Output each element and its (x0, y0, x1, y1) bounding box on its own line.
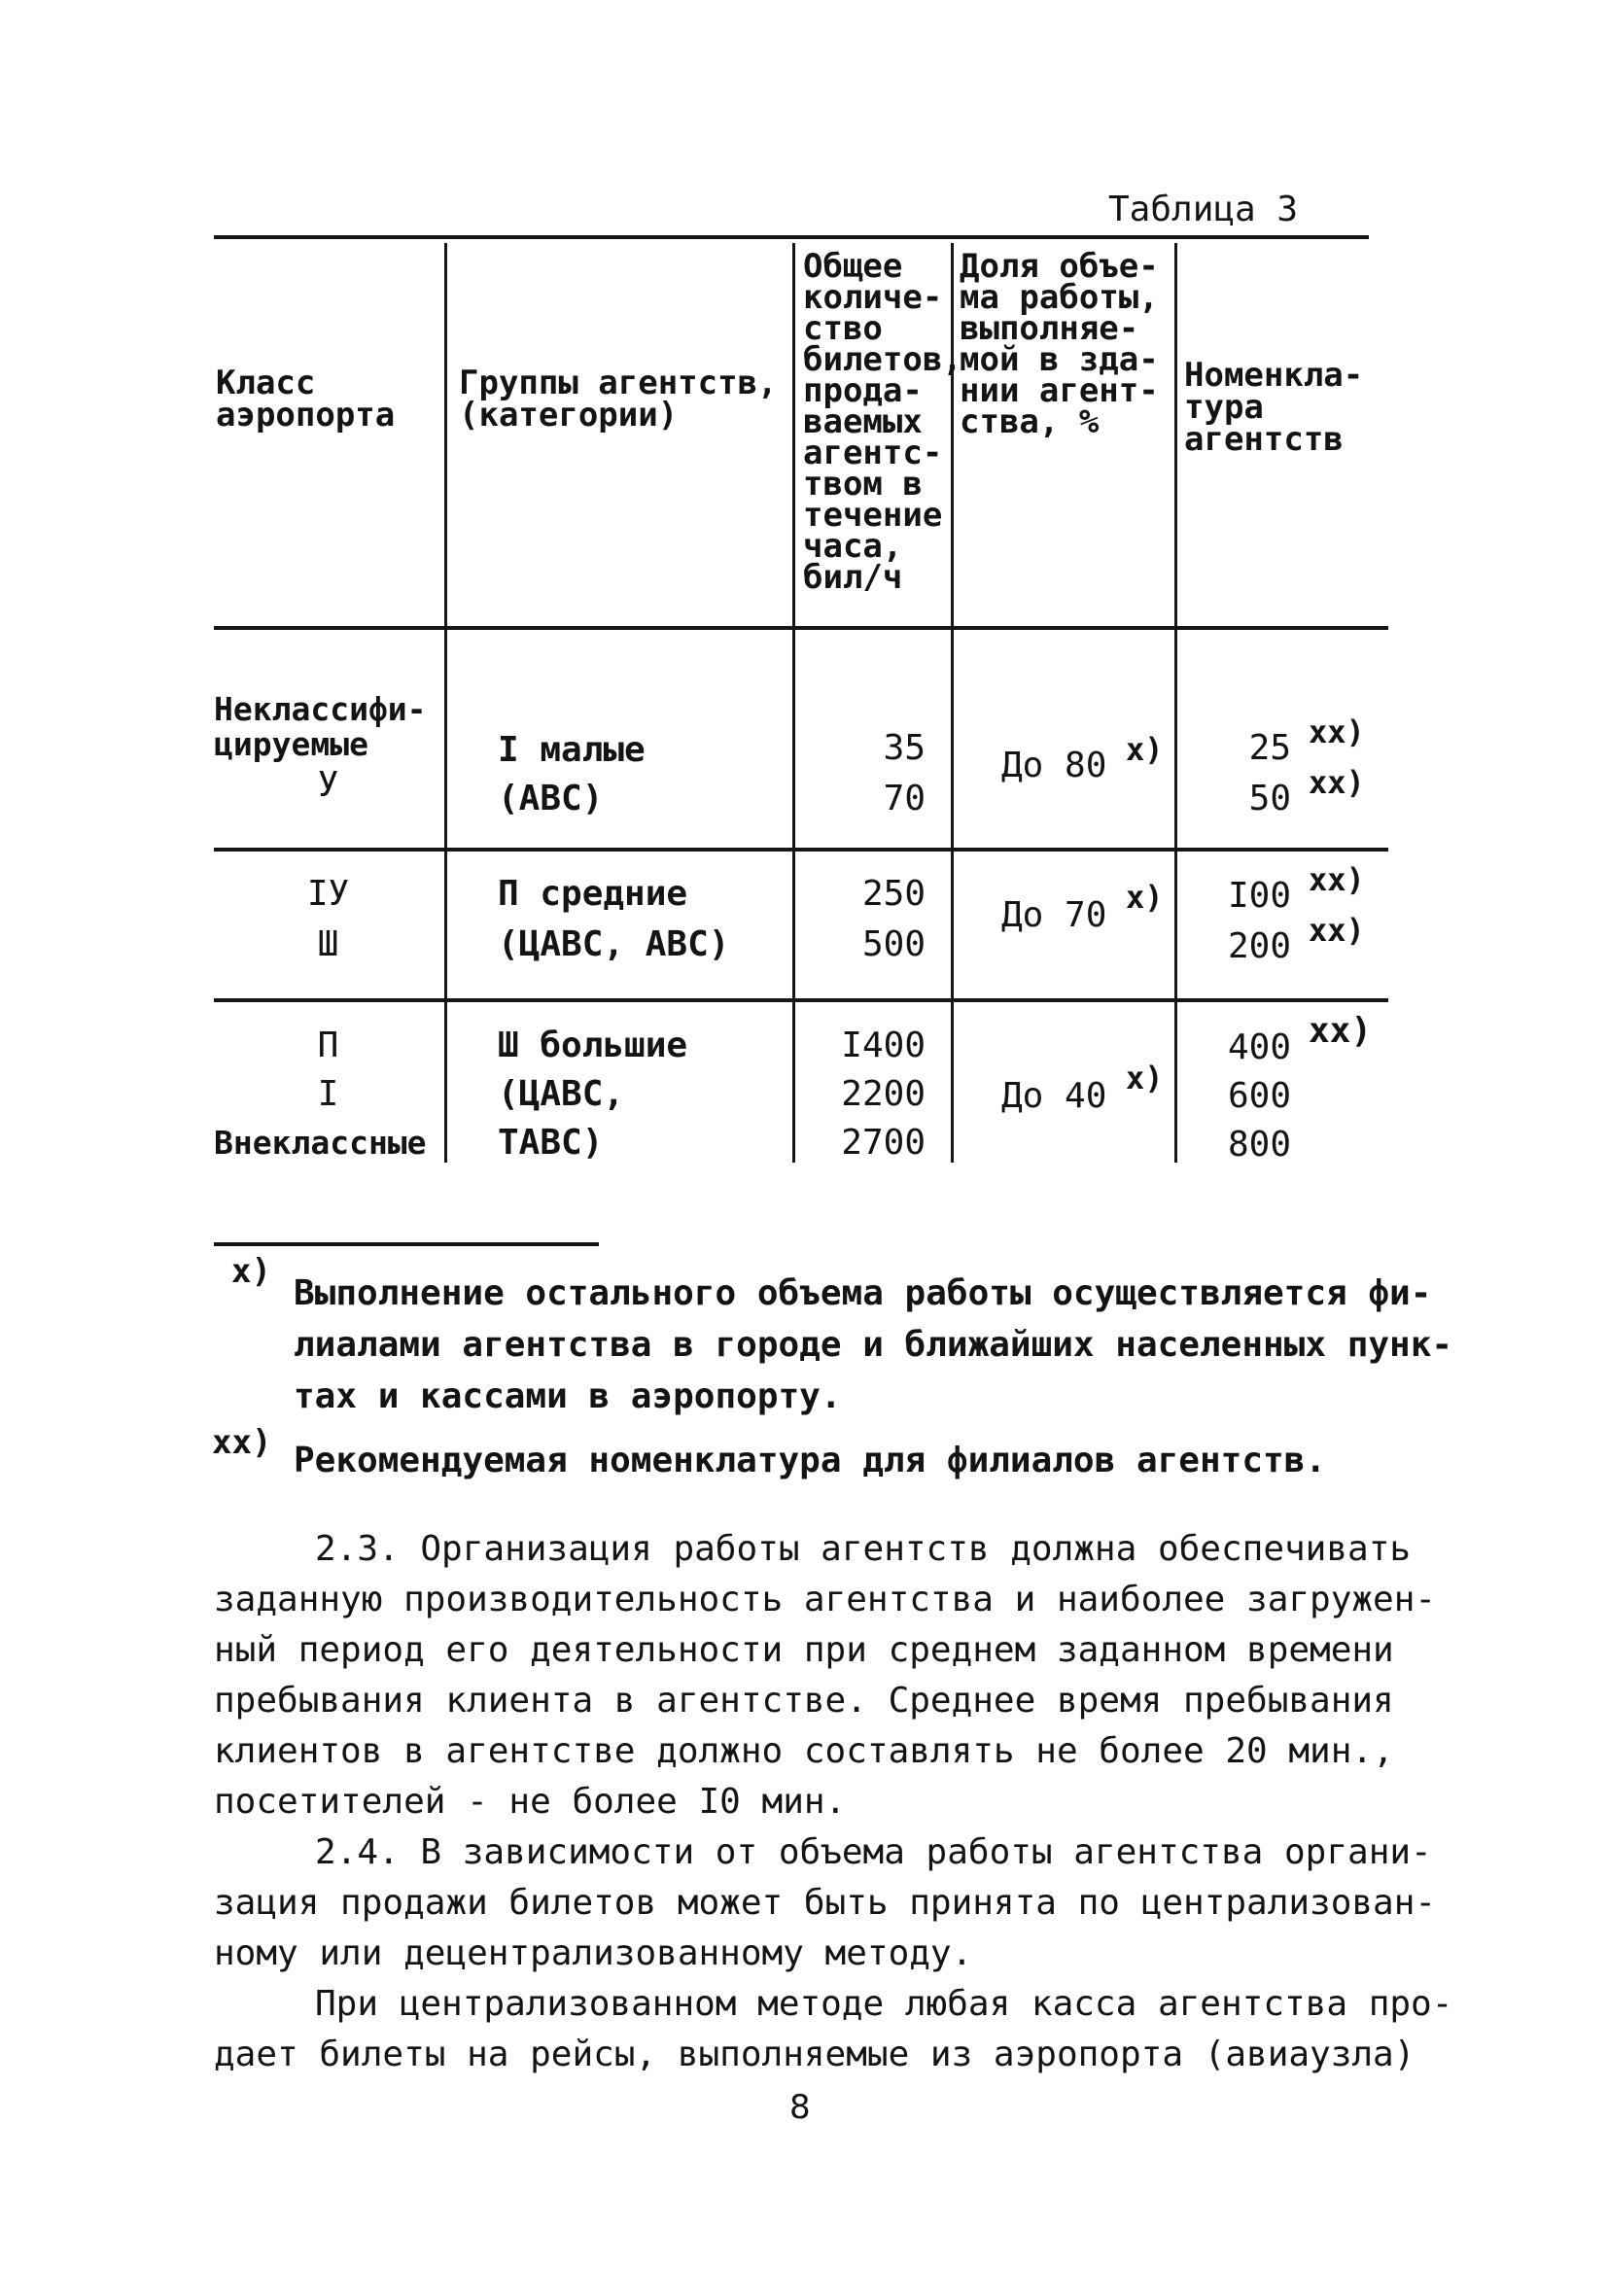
col-divider-2 (792, 243, 795, 1163)
table-top-rule (214, 235, 1369, 239)
footnote-separator (214, 1242, 599, 1246)
row-rule-1 (214, 848, 1388, 852)
header-bottom-rule (214, 626, 1388, 630)
row-rule-2 (214, 998, 1388, 1002)
table-caption: Таблица 3 (1108, 190, 1299, 229)
col-divider-3 (951, 243, 954, 1163)
col-divider-1 (444, 243, 447, 1163)
page-number: 8 (789, 2088, 811, 2127)
col-divider-4 (1174, 243, 1177, 1163)
